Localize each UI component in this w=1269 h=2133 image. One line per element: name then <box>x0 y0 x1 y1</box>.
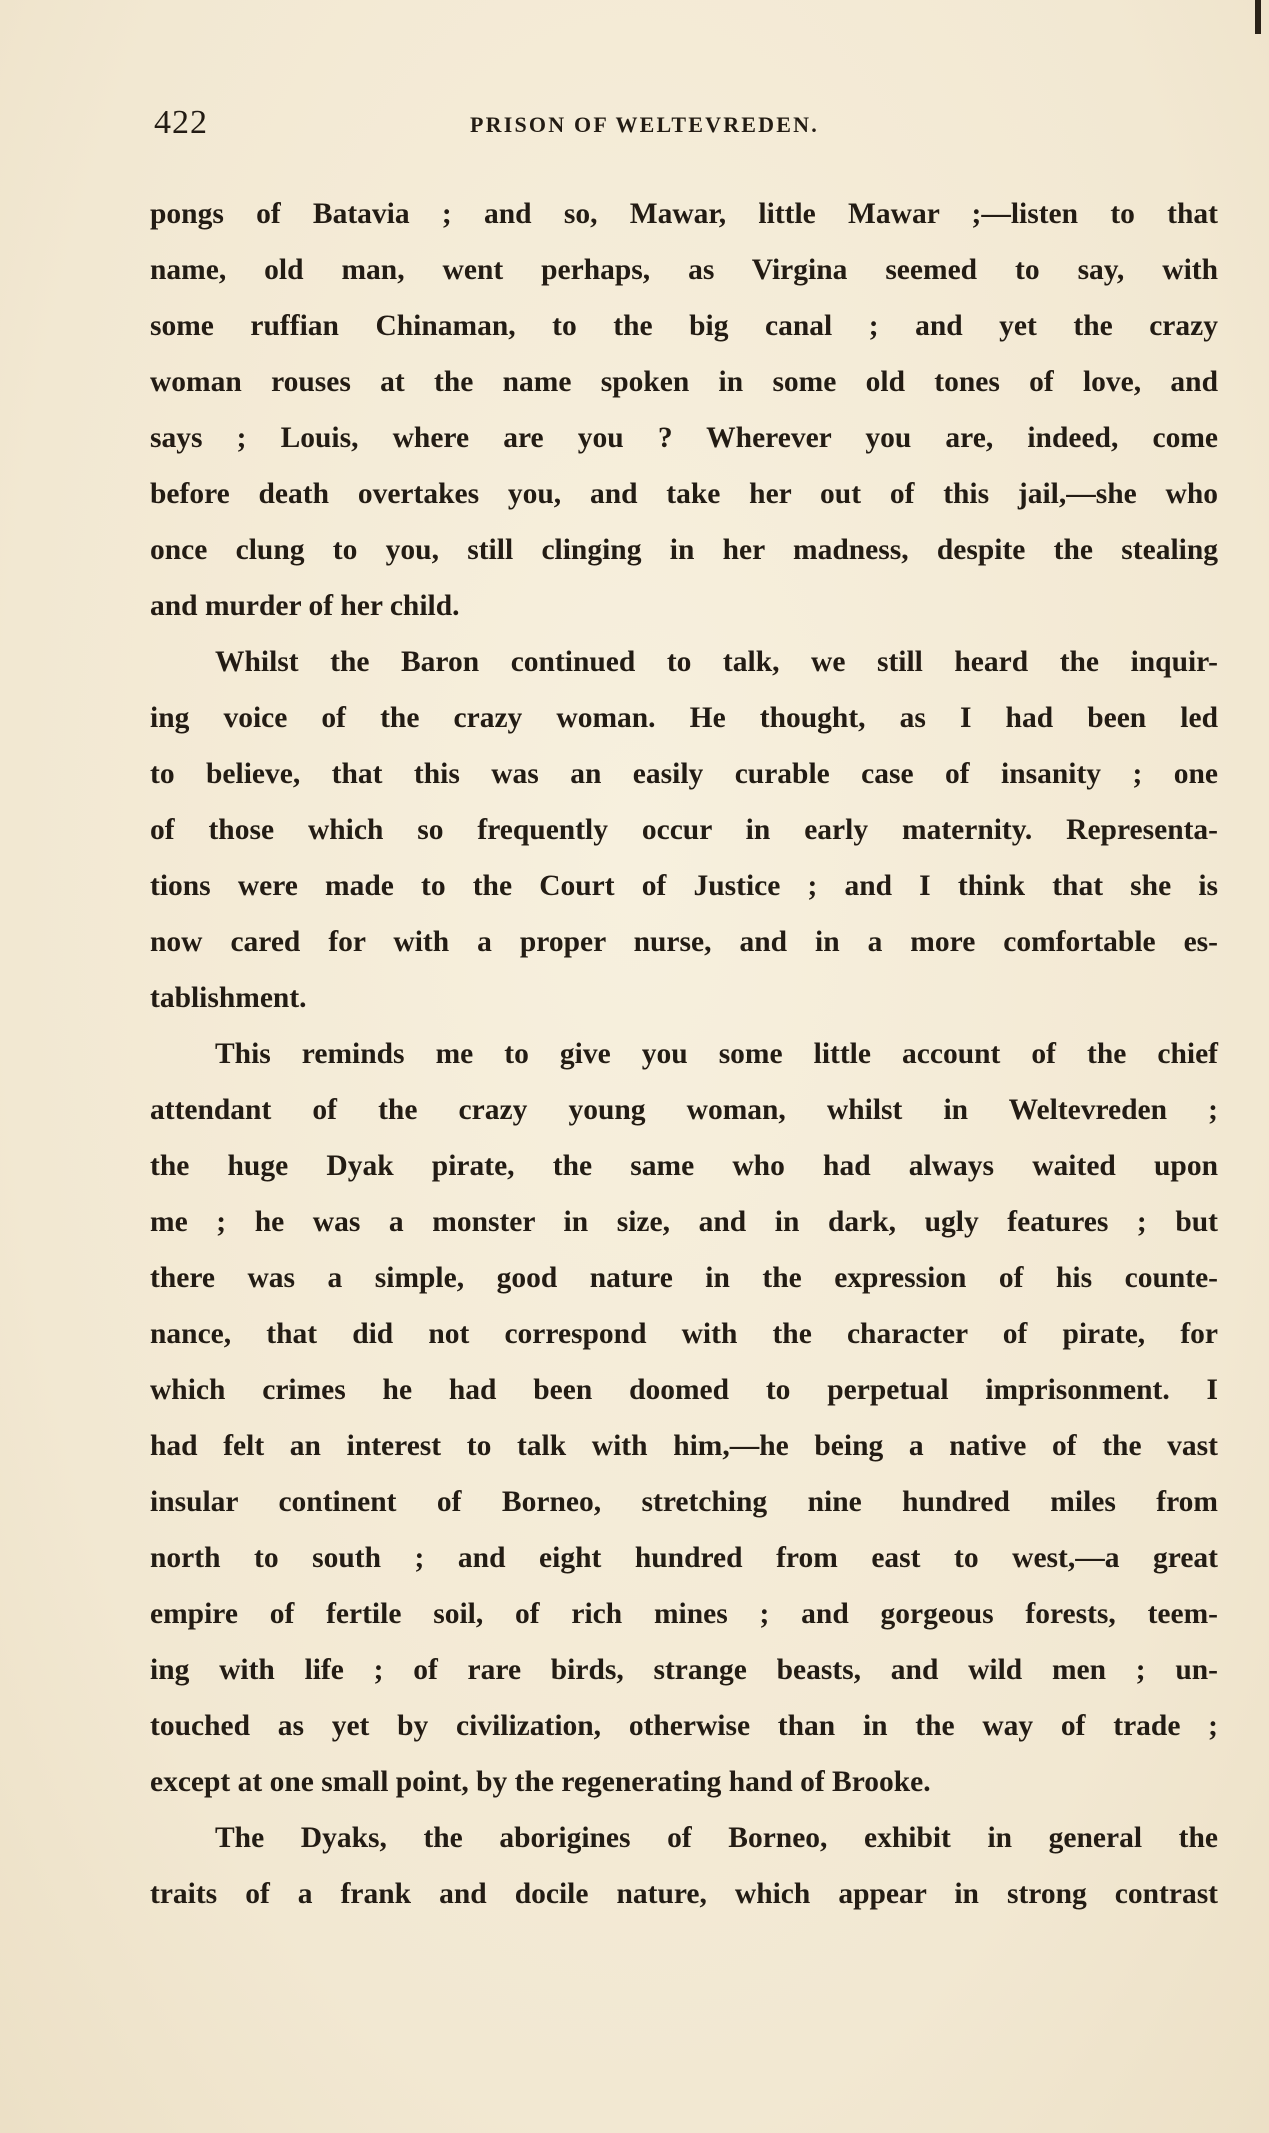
text-line: touched as yet by civilization, otherwise than in the way of trade ; <box>150 1710 1218 1742</box>
paragraph-start-line: Whilst the Baron continued to talk, we still heard the inquir- <box>215 646 1218 678</box>
text-line: ing with life ; of rare birds, strange beasts, and wild men ; un- <box>150 1654 1218 1686</box>
text-line: once clung to you, still clinging in her madness, despite the stealing <box>150 534 1218 566</box>
text-line: there was a simple, good nature in the expression of his counte- <box>150 1262 1218 1294</box>
text-line: except at one small point, by the regenerating hand of Brooke. <box>150 1766 931 1798</box>
text-line: the huge Dyak pirate, the same who had always waited upon <box>150 1150 1218 1182</box>
text-line: some ruffian Chinaman, to the big canal ; and yet the crazy <box>150 310 1218 342</box>
text-line: before death overtakes you, and take her out of this jail,—she who <box>150 478 1218 510</box>
text-line: tions were made to the Court of Justice ; and I think that she is <box>150 870 1218 902</box>
paragraph-start-line: The Dyaks, the aborigines of Borneo, exhibit in general the <box>215 1822 1218 1854</box>
paragraph-start-line: This reminds me to give you some little account of the chief <box>215 1038 1218 1070</box>
text-line: now cared for with a proper nurse, and in a more comfortable es- <box>150 926 1218 958</box>
text-line: insular continent of Borneo, stretching nine hundred miles from <box>150 1486 1218 1518</box>
text-line: to believe, that this was an easily curable case of insanity ; one <box>150 758 1218 790</box>
text-line: which crimes he had been doomed to perpetual imprisonment. I <box>150 1374 1218 1406</box>
body-text <box>150 186 1218 1922</box>
text-line: had felt an interest to talk with him,—he being a native of the vast <box>150 1430 1218 1462</box>
text-line: tablishment. <box>150 982 307 1014</box>
text-line: and murder of her child. <box>150 590 460 622</box>
text-line: traits of a frank and docile nature, which appear in strong contrast <box>150 1878 1218 1910</box>
text-line: north to south ; and eight hundred from east to west,—a great <box>150 1542 1218 1574</box>
text-line: pongs of Batavia ; and so, Mawar, little Mawar ;—listen to that <box>150 198 1218 230</box>
text-line: nance, that did not correspond with the character of pirate, for <box>150 1318 1218 1350</box>
page-edge-mark <box>1255 0 1261 34</box>
text-line: empire of fertile soil, of rich mines ; and gorgeous forests, teem- <box>150 1598 1218 1630</box>
text-line: of those which so frequently occur in early maternity. Representa- <box>150 814 1218 846</box>
page-number: 422 <box>154 104 208 141</box>
text-line: name, old man, went perhaps, as Virgina seemed to say, with <box>150 254 1218 286</box>
text-line: says ; Louis, where are you ? Wherever you are, indeed, come <box>150 422 1218 454</box>
text-line: woman rouses at the name spoken in some old tones of love, and <box>150 366 1218 398</box>
text-line: ing voice of the crazy woman. He thought, as I had been led <box>150 702 1218 734</box>
page-header <box>150 100 1210 150</box>
text-line: me ; he was a monster in size, and in dark, ugly features ; but <box>150 1206 1218 1238</box>
text-line: attendant of the crazy young woman, whilst in Weltevreden ; <box>150 1094 1218 1126</box>
running-head: PRISON OF WELTEVREDEN. <box>470 112 819 137</box>
